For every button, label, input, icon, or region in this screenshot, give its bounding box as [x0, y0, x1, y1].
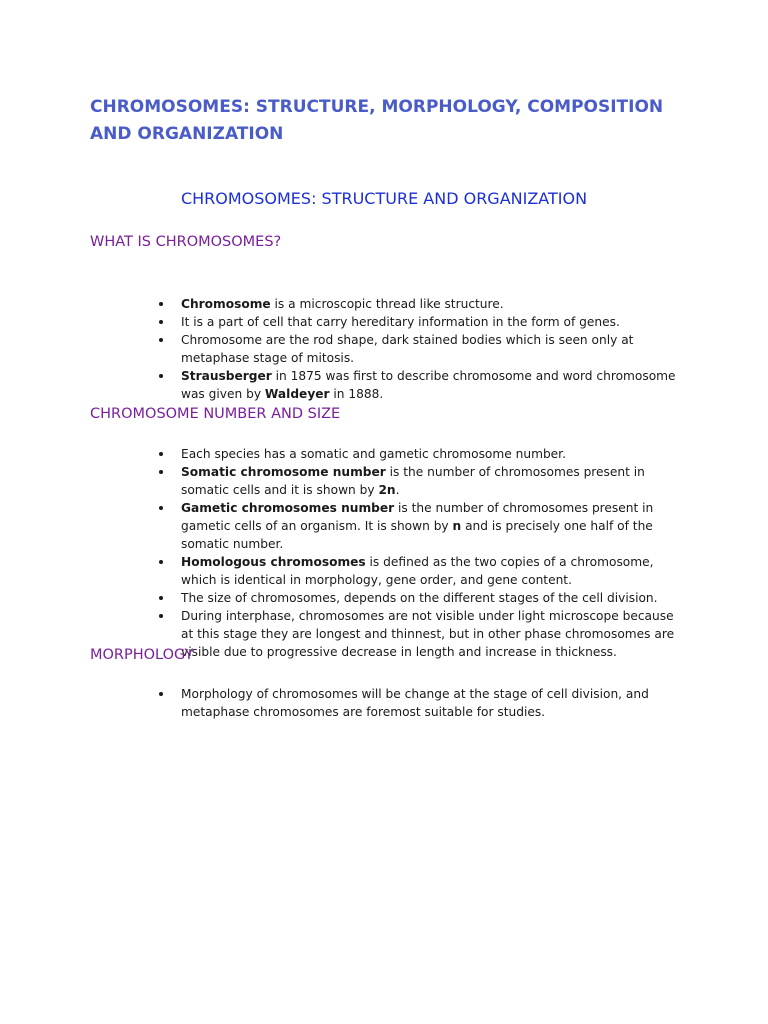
list-item [181, 367, 681, 403]
item-text: in 1888. [329, 387, 384, 401]
bold-term: Gametic chromosomes number [181, 501, 395, 515]
section-heading-morphology: MORPHOLOGY [90, 647, 194, 663]
item-text: and is precisely one half of the somatic number. [181, 519, 653, 551]
bullet-list-chromosome-number-and-size [181, 445, 681, 661]
list-item [181, 589, 681, 607]
item-text: Chromosome are the rod shape, dark stained bodies which is seen only at metaphase stage of mitosis. [181, 333, 634, 365]
item-text: The size of chromosomes, depends on the different stages of the cell division. [181, 591, 658, 605]
list-item [181, 445, 681, 463]
item-text: is the number of chromosomes present in somatic cells and it is shown by [181, 465, 645, 497]
list-item [181, 313, 681, 331]
list-item [181, 295, 681, 313]
list-item [181, 331, 681, 367]
item-text: Morphology of chromosomes will be change at the stage of cell division, and metaphase chromosomes are foremost suitable for studies. [181, 687, 649, 719]
bold-term: Somatic chromosome number [181, 465, 386, 479]
item-text: During interphase, chromosomes are not visible under light microscope because at this stage they are longest and thinnest, but in other phase chromosomes are visible due to progressive decrease in length and increase in thickness. [181, 609, 675, 659]
bullet-list-morphology [181, 685, 681, 721]
item-text: is defined as the two copies of a chromosome, which is identical in morphology, gene order, and gene content. [181, 555, 654, 587]
bold-term: n [452, 519, 462, 533]
bold-term: Chromosome [181, 297, 271, 311]
item-text: is the number of chromosomes present in gametic cells of an organism. It is shown by [181, 501, 654, 533]
list-item [181, 607, 681, 661]
bold-term: Waldeyer [264, 387, 330, 401]
document-title: CHROMOSOMES: STRUCTURE, MORPHOLOGY, COMPOSITION AND ORGANIZATION [90, 97, 664, 144]
bold-term: Strausberger [181, 369, 272, 383]
item-text: . [395, 483, 400, 497]
bold-term: 2n [378, 483, 396, 497]
item-text: Each species has a somatic and gametic chromosome number. [181, 447, 566, 461]
item-text: It is a part of cell that carry hereditary information in the form of genes. [181, 315, 620, 329]
item-text: in 1875 was first to describe chromosome and word chromosome was given by [181, 369, 676, 401]
bold-term: Homologous chromosomes [181, 555, 366, 569]
list-item [181, 463, 681, 499]
bullet-list-what-is-chromosomes [181, 295, 681, 403]
list-item [181, 499, 681, 553]
section-heading-chromosome-number-and-size: CHROMOSOME NUMBER AND SIZE [90, 406, 341, 422]
document-subtitle: CHROMOSOMES: STRUCTURE AND ORGANIZATION [180, 189, 588, 208]
item-text: is a microscopic thread like structure. [270, 297, 504, 311]
list-item [181, 553, 681, 589]
section-heading-what-is-chromosomes: WHAT IS CHROMOSOMES? [90, 234, 282, 250]
list-item [181, 685, 681, 721]
